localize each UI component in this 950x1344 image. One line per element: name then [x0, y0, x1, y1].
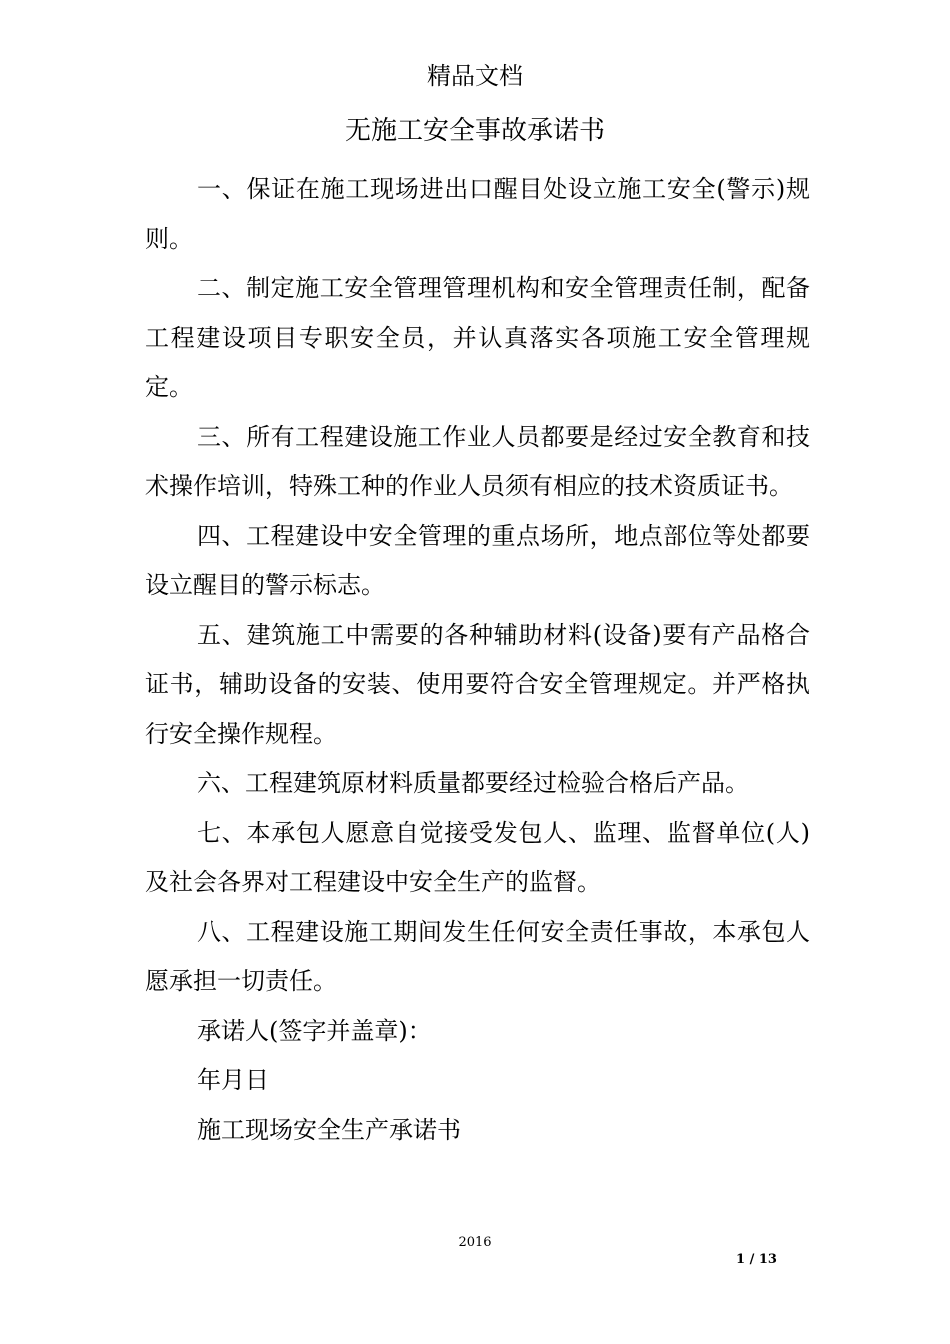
clause-6: 六、工程建筑原材料质量都要经过检验合格后产品。	[197, 769, 749, 797]
page-number: 1 / 13	[736, 1252, 777, 1267]
next-section-title: 施工现场安全生产承诺书	[197, 1115, 461, 1144]
clause-7: 七、本承包人愿意自觉接受发包人、监理、监督单位(人)及社会各界对工程建设中安全生产的监督。	[145, 818, 810, 896]
footer-year: 2016	[458, 1235, 492, 1250]
page-header: 精品文档	[427, 62, 523, 90]
date-line: 年月日	[197, 1066, 269, 1094]
clause-4: 四、工程建设中安全管理的重点场所，地点部位等处都要设立醒目的警示标志。	[145, 521, 810, 599]
document-body	[145, 165, 810, 1155]
clause-5: 五、建筑施工中需要的各种辅助材料(设备)要有产品格合证书，辅助设备的安装、使用要符合安全管理规定。并严格执行安全操作规程。	[145, 620, 810, 748]
clause-3: 三、所有工程建设施工作业人员都要是经过安全教育和技术操作培训，特殊工种的作业人员须有相应的技术资质证书。	[145, 422, 810, 500]
document-title: 无施工安全事故承诺书	[344, 116, 605, 146]
clause-1: 一、保证在施工现场进出口醒目处设立施工安全(警示)规则。	[145, 175, 810, 253]
clause-8: 八、工程建设施工期间发生任何安全责任事故，本承包人愿承担一切责任。	[145, 917, 810, 995]
clause-2: 二、制定施工安全管理管理机构和安全管理责任制，配备工程建设项目专职安全员，并认真落实各项施工安全管理规定。	[145, 274, 810, 401]
signature-line: 承诺人(签字并盖章)：	[197, 1016, 432, 1045]
